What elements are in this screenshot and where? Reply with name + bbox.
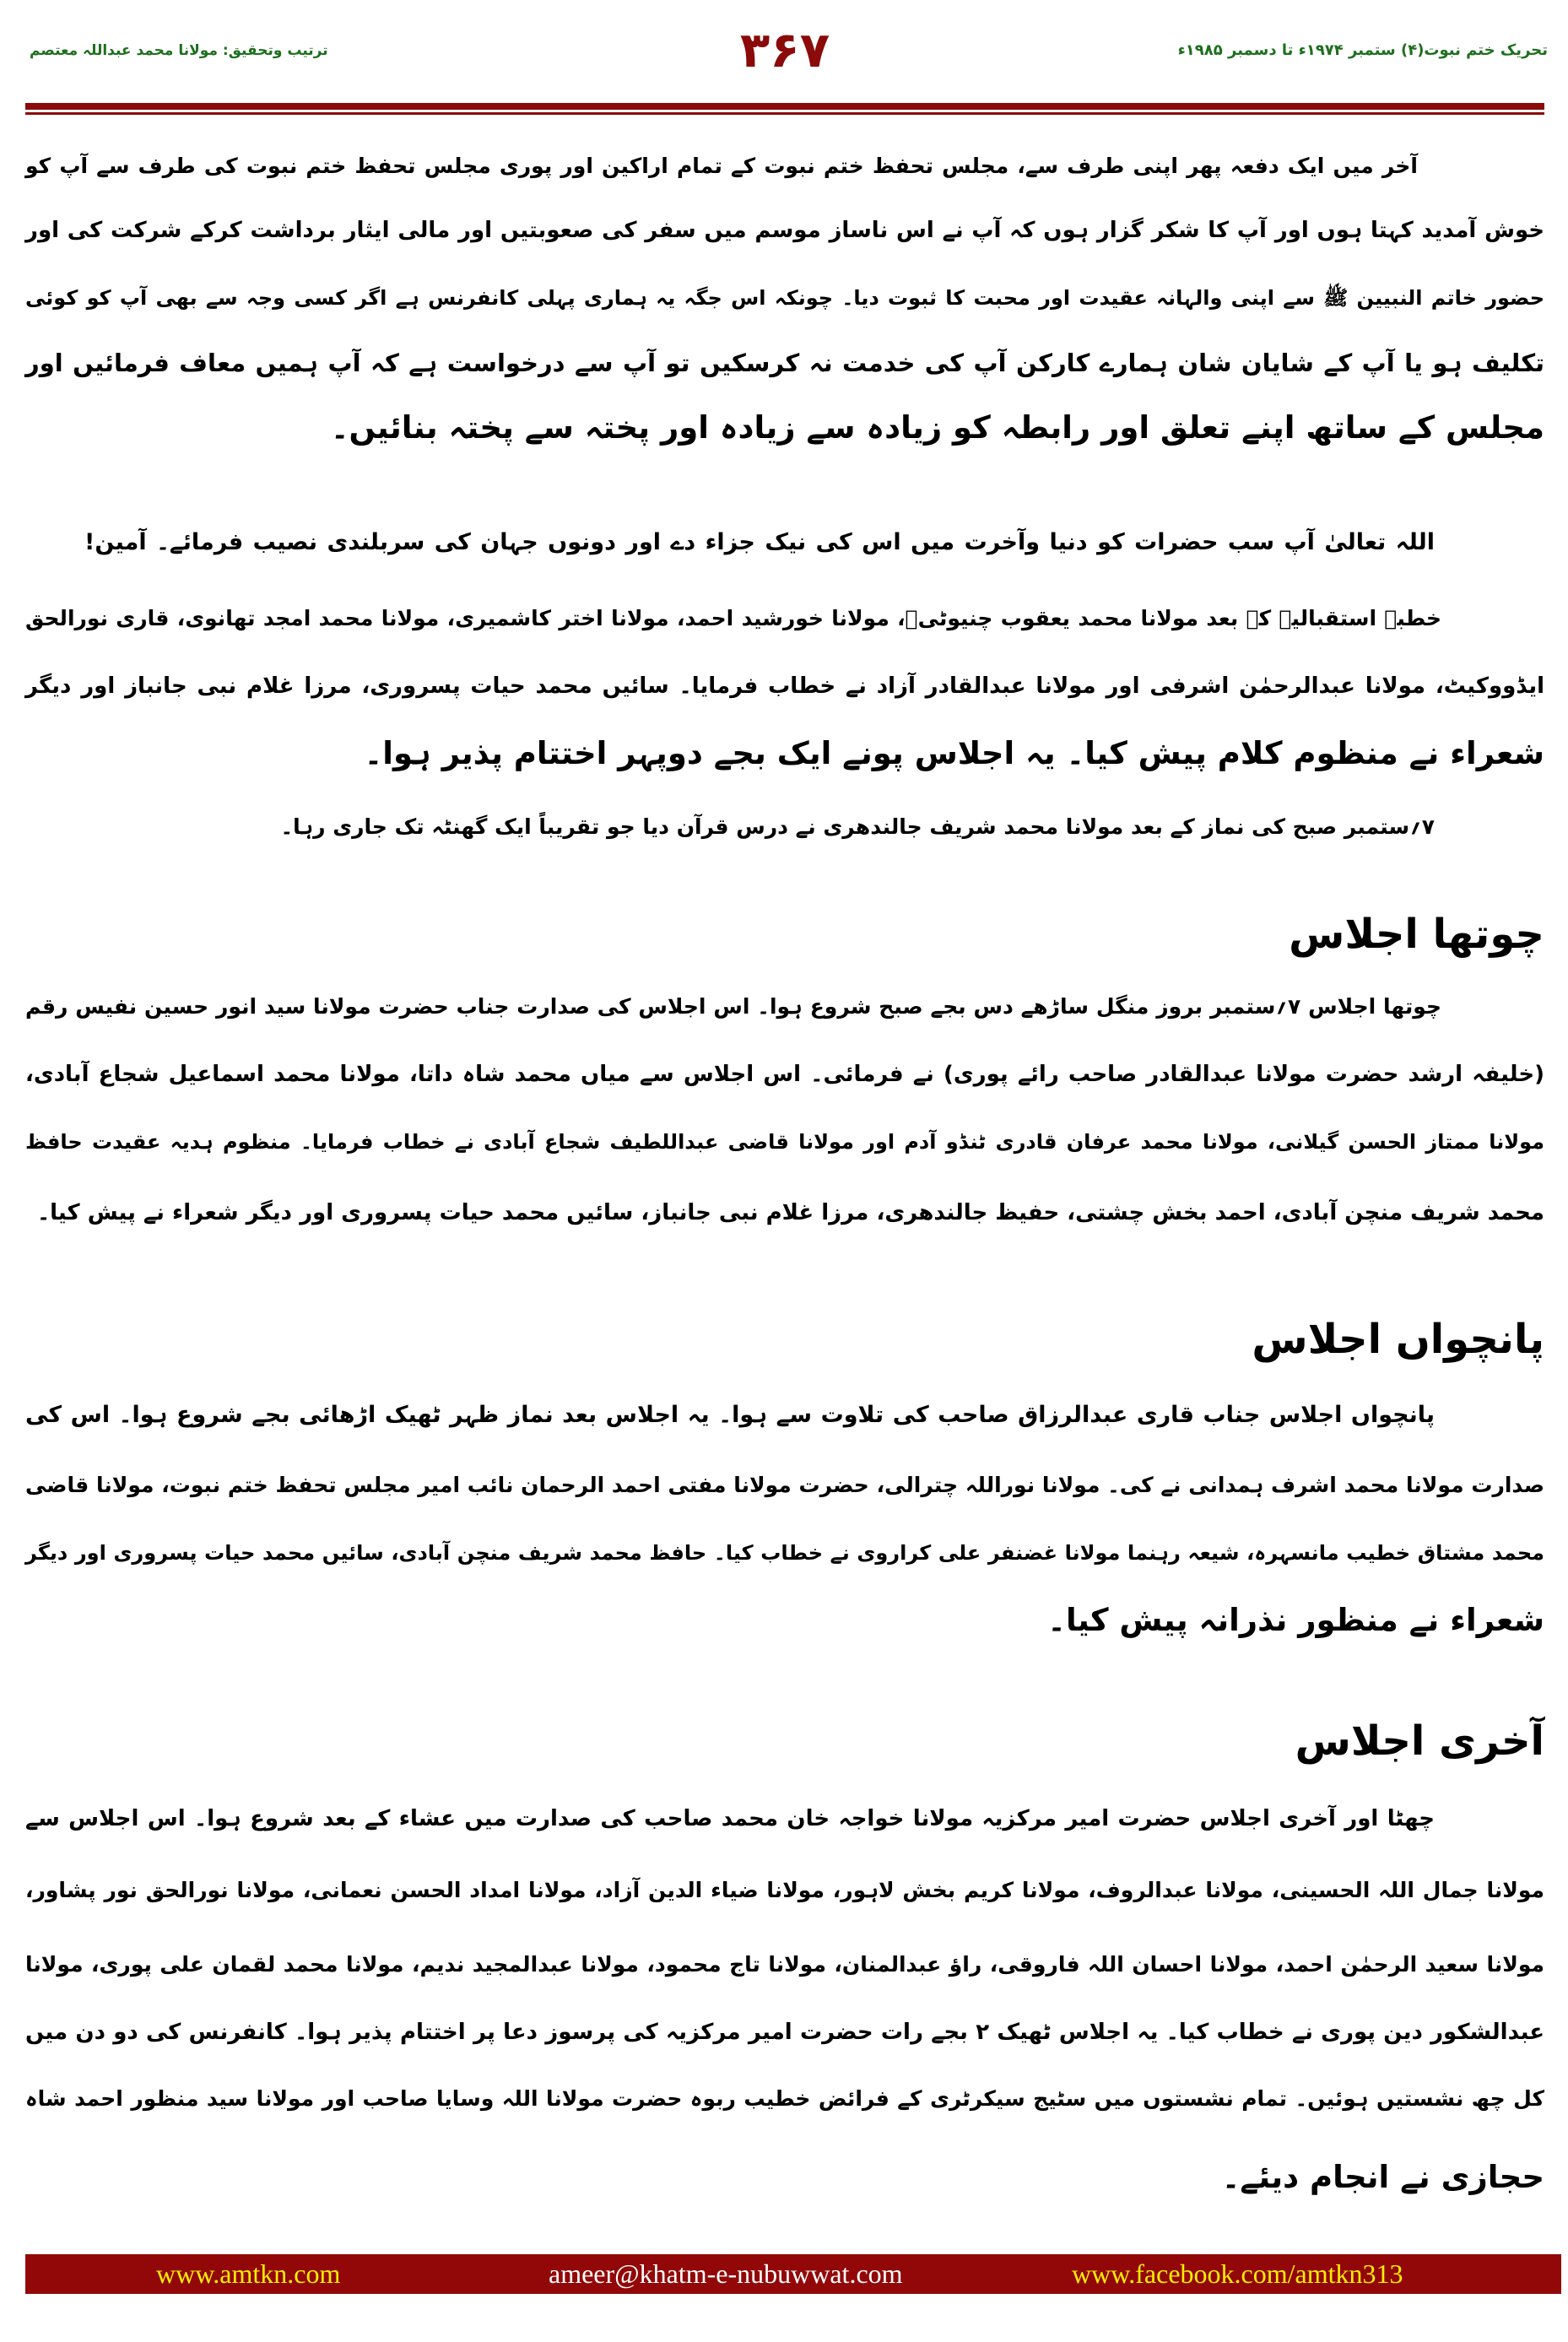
facebook-link[interactable]: www.facebook.com/amtkn313 [1072, 2258, 1403, 2289]
body-line: چھٹا اور آخری اجلاس حضرت امیر مرکزیہ مولانا خواجہ خان محمد صاحب کی صدارت میں عشاء کے بعد شروع ہوا۔ اس اجلاس سے [25, 1806, 1435, 1831]
header-rule-thick [25, 103, 1544, 110]
page-number: ۳۶۷ [739, 21, 830, 78]
website-link[interactable]: www.amtkn.com [156, 2258, 341, 2289]
body-line: مولانا جمال اللہ الحسینی، مولانا عبدالروف، مولانا کریم بخش لاہور، مولانا ضیاء الدین آزاد، مولانا امداد الحسن نعمانی، مولانا نورالحق نور پشاور، [25, 1878, 1544, 1902]
body-line: خوش آمدید کہتا ہوں اور آپ کا شکر گزار ہوں کہ آپ نے اس ناساز موسم میں سفر کی صعوبتیں اور مالی ایثار برداشت کرکے شرکت کی اور [25, 218, 1544, 243]
body-line: ۷؍ستمبر صبح کی نماز کے بعد مولانا محمد شریف جالندھری نے درس قرآن دیا جو تقریباً ایک گھنٹہ تک جاری رہا۔ [280, 814, 1435, 839]
body-line: محمد شریف منچن آبادی، احمد بخش چشتی، حفیظ جالندھری، مرزا غلام نبی جانباز، سائیں محمد حیات پسروری اور دیگر شعراء نے پیش کیا۔ [36, 1200, 1544, 1225]
body-line: مولانا ممتاز الحسن گیلانی، مولانا محمد عرفان قادری ٹنڈو آدم اور مولانا قاضی عبداللطیف شجاع آبادی نے خطاب فرمایا۔ منظوم ہدیہ عقیدت حافظ [25, 1130, 1544, 1154]
section-heading-final-session: آخری اجلاس [1295, 1717, 1544, 1765]
body-line: چوتھا اجلاس ۷؍ستمبر بروز منگل ساڑھے دس بجے صبح شروع ہوا۔ اس اجلاس کی صدارت جناب حضرت مولانا سید انور حسین نفیس رقم [25, 994, 1441, 1019]
body-line: ایڈووکیٹ، مولانا عبدالرحمٰن اشرفی اور مولانا عبدالقادر آزاد نے خطاب فرمایا۔ سائیں محمد حیات پسروری، مرزا غلام نبی جانباز اور دیگر [25, 673, 1544, 699]
body-line: شعراء نے منظور نذرانہ پیش کیا۔ [1047, 1602, 1544, 1638]
body-line: تکلیف ہو یا آپ کے شایان شان ہمارے کارکن آپ کی خدمت نہ کرسکیں تو آپ سے درخواست ہے کہ آپ ہمیں معاف فرمائیں اور [25, 349, 1544, 377]
body-line: حضور خاتم النبیین ﷺ سے اپنی والہانہ عقیدت اور محبت کا ثبوت دیا۔ چونکہ اس جگہ یہ ہماری پہلی کانفرنس ہے اگر کسی وجہ سے بھی آپ کو کوئی [25, 286, 1544, 310]
section-heading-fifth-session: پانچواں اجلاس [1252, 1316, 1544, 1363]
footer-bar [25, 2254, 1561, 2294]
body-line: مجلس کے ساتھ اپنے تعلق اور رابطہ کو زیادہ سے زیادہ اور پختہ سے پختہ بنائیں۔ [330, 409, 1544, 446]
body-line: محمد مشتاق خطیب مانسہرہ، شیعہ رہنما مولانا غضنفر علی کراروی نے خطاب کیا۔ حافظ محمد شریف منچن آبادی، سائیں محمد حیات پسروری اور دیگر [25, 1541, 1544, 1565]
body-line: مولانا سعید الرحمٰن احمد، مولانا احسان اللہ فاروقی، راؤ عبدالمنان، مولانا تاج محمود، مولانا عبدالمجید ندیم، مولانا محمد لقمان علی پوری، مولانا [25, 1952, 1544, 1977]
body-line: عبدالشکور دین پوری نے خطاب کیا۔ یہ اجلاس ٹھیک ۲ بجے رات حضرت امیر مرکزیہ کی پرسوز دعا پر اختتام پذیر ہوا۔ کانفرنس کی دو دن میں [25, 2020, 1544, 2045]
body-line: آخر میں ایک دفعہ پھر اپنی طرف سے، مجلس تحفظ ختم نبوت کے تمام اراکین اور پوری مجلس تحفظ ختم نبوت کی طرف سے آپ کو [25, 154, 1418, 178]
email-link[interactable]: ameer@khatm-e-nubuwwat.com [549, 2258, 903, 2289]
body-line: خطبہ استقبالیہ کے بعد مولانا محمد یعقوب چنیوٹیؒ، مولانا خورشید احمد، مولانا اختر کاشمیری، مولانا محمد امجد تھانوی، قاری نورالحق [25, 606, 1441, 630]
body-line: حجازی نے انجام دیئے۔ [1221, 2159, 1544, 2195]
book-title: تحریک ختم نبوت(۴) ستمبر ۱۹۷۴ء تا دسمبر ۱۹۸۵ء [1177, 41, 1548, 59]
section-heading-fourth-session: چوتھا اجلاس [1289, 911, 1544, 958]
body-line: صدارت مولانا محمد اشرف ہمدانی نے کی۔ مولانا نوراللہ چترالی، حضرت مولانا مفتی احمد الرحمان نائب امیر مجلس تحفظ ختم نبوت، مولانا قاضی [25, 1473, 1544, 1497]
body-line: شعراء نے منظوم کلام پیش کیا۔ یہ اجلاس پونے ایک بجے دوپہر اختتام پذیر ہوا۔ [364, 735, 1544, 771]
header-rule-thin [25, 112, 1544, 115]
body-line: اللہ تعالیٰ آپ سب حضرات کو دنیا وآخرت میں اس کی نیک جزاء دے اور دونوں جہان کی سربلندی نصیب فرمائے۔ آمین! [84, 529, 1435, 555]
compiler-credit: ترتیب وتحقیق: مولانا محمد عبداللہ معتصم [30, 42, 328, 59]
body-line: (خلیفہ ارشد حضرت مولانا عبدالقادر صاحب رائے پوری) نے فرمائی۔ اس اجلاس سے میاں محمد شاہ داتا، مولانا محمد اسماعیل شجاع آبادی، [25, 1062, 1544, 1087]
body-line: پانچواں اجلاس جناب قاری عبدالرزاق صاحب کی تلاوت سے ہوا۔ یہ اجلاس بعد نماز ظہر ٹھیک اڑھائی بجے شروع ہوا۔ اس کی [25, 1402, 1435, 1428]
body-line: کل چھ نشستیں ہوئیں۔ تمام نشستوں میں سٹیج سیکرٹری کے فرائض خطیب ربوہ حضرت مولانا اللہ وسایا صاحب اور مولانا سید منظور احمد شاہ [25, 2086, 1544, 2111]
